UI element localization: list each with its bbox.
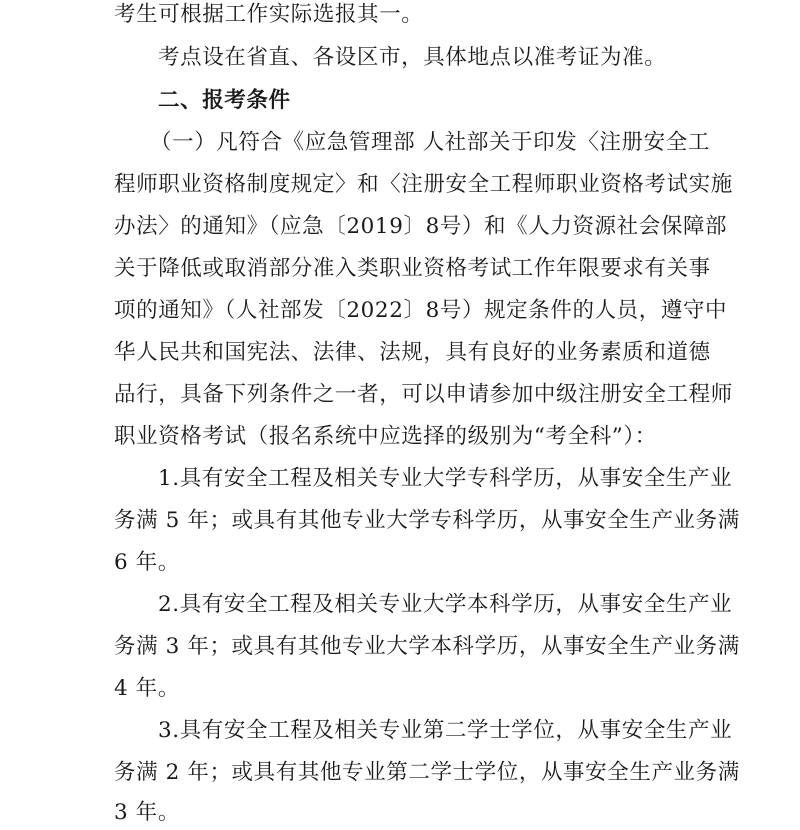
paragraph-line: 华人民共和国宪法、法律、法规，具有良好的业务素质和道德 <box>114 340 711 365</box>
list-item-line: 3 年。 <box>114 800 180 825</box>
paragraph-line: 程师职业资格制度规定〉和〈注册安全工程师职业资格考试实施 <box>114 172 733 197</box>
paragraph-line: （一）凡符合《应急管理部 人社部关于印发〈注册安全工 <box>150 130 710 155</box>
list-item-line: 务满 3 年；或具有其他专业大学本科学历，从事安全生产业务满 <box>114 634 740 659</box>
list-item-line: 2.具有安全工程及相关专业大学本科学历，从事安全生产业 <box>158 592 733 617</box>
list-item-line: 3.具有安全工程及相关专业第二学士学位，从事安全生产业 <box>158 718 733 743</box>
list-item-line: 6 年。 <box>114 550 180 575</box>
paragraph-line: 办法〉的通知》（应急〔2019〕8号）和《人力资源社会保障部 <box>114 214 728 239</box>
list-item-line: 1.具有安全工程及相关专业大学专科学历，从事安全生产业 <box>158 466 733 491</box>
paragraph-line: 职业资格考试（报名系统中应选择的级别为“考全科”）： <box>114 424 657 449</box>
paragraph-line: 考点设在省直、各设区市，具体地点以准考证为准。 <box>158 45 667 70</box>
list-item-line: 4 年。 <box>114 676 180 701</box>
paragraph-line: 项的通知》（人社部发〔2022〕8号）规定条件的人员，遵守中 <box>114 298 728 323</box>
list-item-line: 务满 5 年；或具有其他专业大学专科学历，从事安全生产业务满 <box>114 508 740 533</box>
paragraph-line: 考生可根据工作实际选报其一。 <box>114 2 424 27</box>
paragraph-line: 品行，具备下列条件之一者，可以申请参加中级注册安全工程师 <box>114 382 733 407</box>
section-heading: 二、报考条件 <box>158 88 291 113</box>
list-item-line: 务满 2 年；或具有其他专业第二学士学位，从事安全生产业务满 <box>114 760 740 785</box>
paragraph-line: 关于降低或取消部分准入类职业资格考试工作年限要求有关事 <box>114 256 711 281</box>
